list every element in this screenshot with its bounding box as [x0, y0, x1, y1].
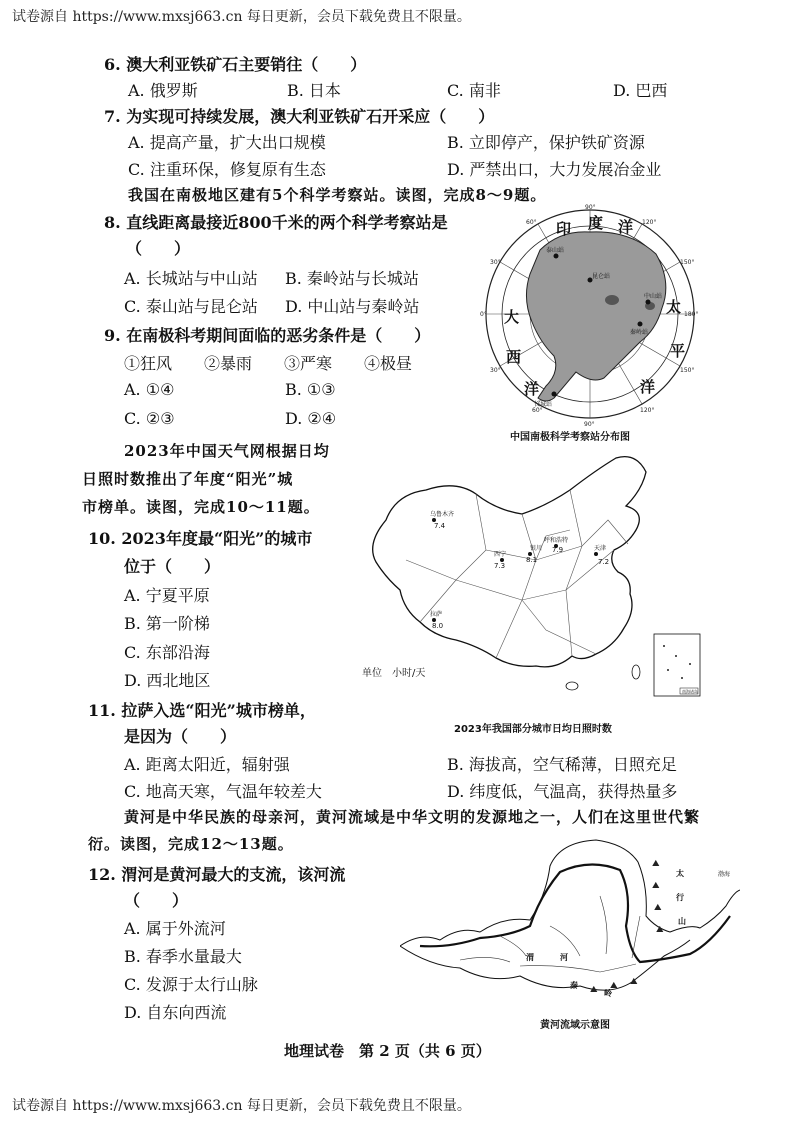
station-qinling: 秦岭站	[630, 329, 649, 336]
q8-option-c[interactable]: C. 泰山站与昆仑站	[124, 297, 258, 316]
deg-60-bottom: 60°	[532, 407, 543, 414]
inset-label: 南海诸岛	[682, 689, 698, 694]
label-bohai: 渤海	[718, 871, 731, 878]
china-map-caption: 2023年我国部分城市日均日照时数	[454, 724, 612, 735]
ocean-char-yin: 印	[556, 220, 572, 238]
svg-text:⛰: ⛰	[654, 903, 662, 913]
ocean-char-du: 度	[588, 214, 604, 232]
q9-items: ①狂风 ②暴雨 ③严寒 ④极昼	[124, 354, 413, 373]
q8-option-a[interactable]: A. 长城站与中山站	[124, 269, 258, 288]
deg-180: 180°	[684, 311, 699, 318]
svg-text:⛰: ⛰	[630, 977, 638, 987]
svg-text:⛰: ⛰	[652, 881, 660, 891]
ocean-char-ping: 平	[670, 342, 686, 360]
yellow-river-basin-map	[400, 836, 740, 1012]
watermark-footer: 试卷源自 https://www.mxsj663.cn 每日更新，会员下载免费且不限量。	[12, 1098, 471, 1114]
city-lhasa-value: 8.0	[432, 622, 444, 630]
q10-stem: 10. 2023年度最“阳光”的城市	[88, 529, 313, 548]
q9-stem: 9. 在南极科考期间面临的恶劣条件是（ ）	[104, 326, 431, 345]
antarctic-station-map	[480, 202, 700, 434]
intro-12-13-line2: 衍。读图，完成12～13题。	[88, 835, 294, 853]
intro-12-13-line1: 黄河是中华民族的母亲河，黄河流域是中华文明的发源地之一，人们在这里世代繁	[124, 808, 701, 826]
q12-option-d[interactable]: D. 自东向西流	[124, 1003, 227, 1022]
q7-option-d[interactable]: D. 严禁出口，大力发展冶金业	[447, 160, 662, 179]
city-lhasa: 拉萨	[430, 611, 443, 618]
deg-120-top: 120°	[642, 219, 657, 226]
station-kunlun: 昆仑站	[592, 273, 611, 280]
deg-120-bottom: 120°	[640, 407, 655, 414]
deg-30-left: 30°	[490, 259, 501, 266]
intro-10-11-line1: 2023年中国天气网根据日均	[124, 442, 330, 460]
page-footer: 地理试卷 第 2 页（共 6 页）	[284, 1042, 491, 1060]
intro-10-11-line2: 日照时数推出了年度“阳光”城	[82, 470, 294, 488]
q10-option-d[interactable]: D. 西北地区	[124, 671, 211, 690]
q11-option-b[interactable]: B. 海拔高，空气稀薄，日照充足	[447, 755, 677, 774]
ocean-char-yang-3: 洋	[640, 378, 656, 396]
city-urumqi: 乌鲁木齐	[430, 511, 455, 518]
svg-text:⛰: ⛰	[652, 859, 660, 869]
ocean-char-yang-1: 洋	[618, 218, 634, 236]
q9-option-b[interactable]: B. ①③	[285, 380, 336, 399]
label-he: 河	[560, 953, 568, 962]
q6-stem: 6. 澳大利亚铁矿石主要销往（ ）	[104, 55, 367, 74]
q8-stem: 8. 直线距离最接近800千米的两个科学考察站是	[104, 213, 448, 232]
deg-top: 90°	[585, 204, 596, 211]
deg-60-top: 60°	[526, 219, 537, 226]
q11-option-a[interactable]: A. 距离太阳近，辐射强	[124, 755, 290, 774]
q8-stem-bracket: （ ）	[126, 239, 191, 258]
deg-0: 0°	[480, 311, 487, 318]
intro-10-11-line3: 市榜单。读图，完成10～11题。	[82, 498, 320, 516]
q8-option-b[interactable]: B. 秦岭站与长城站	[285, 269, 419, 288]
q7-option-c[interactable]: C. 注重环保，修复原有生态	[128, 160, 326, 179]
q6-option-c[interactable]: C. 南非	[447, 81, 501, 100]
q6-option-d[interactable]: D. 巴西	[613, 81, 668, 100]
q10-stem-2: 位于（ ）	[124, 557, 221, 576]
q12-option-b[interactable]: B. 春季水量最大	[124, 947, 242, 966]
city-hohhot-value: 7.9	[552, 546, 564, 554]
label-hang: 行	[676, 893, 684, 902]
city-tianjin: 天津	[594, 545, 607, 552]
city-yinchuan: 银川	[530, 545, 543, 552]
station-zhongshan: 中山站	[644, 293, 663, 300]
q11-stem: 11. 拉萨入选“阳光”城市榜单，	[88, 701, 316, 720]
q9-option-c[interactable]: C. ②③	[124, 409, 175, 428]
city-urumqi-value: 7.4	[434, 522, 446, 530]
deg-150-right: 150°	[680, 259, 695, 266]
svg-text:⛰: ⛰	[610, 981, 618, 991]
city-yinchuan-value: 8.1	[526, 556, 538, 564]
ocean-char-da: 大	[504, 308, 520, 326]
q10-option-a[interactable]: A. 宁夏平原	[124, 586, 210, 605]
intro-8-9: 我国在南极地区建有5个科学考察站。读图，完成8～9题。	[128, 186, 547, 204]
city-tianjin-value: 7.2	[598, 558, 610, 566]
label-shan: 山	[678, 917, 686, 926]
q12-option-c[interactable]: C. 发源于太行山脉	[124, 975, 258, 994]
q9-option-d[interactable]: D. ②④	[285, 409, 337, 428]
q12-option-a[interactable]: A. 属于外流河	[124, 919, 226, 938]
svg-text:⛰: ⛰	[656, 925, 664, 935]
svg-text:⛰: ⛰	[590, 985, 598, 995]
station-taishan: 泰山站	[546, 247, 565, 254]
city-hohhot: 呼和浩特	[544, 537, 569, 544]
antarctic-map-caption: 中国南极科学考察站分布图	[510, 432, 630, 443]
yellow-river-map-caption: 黄河流域示意图	[540, 1020, 610, 1031]
label-qin: 秦	[570, 981, 578, 990]
watermark-header: 试卷源自 https://www.mxsj663.cn 每日更新，会员下载免费且不限量。	[12, 9, 471, 25]
deg-150-bottom: 150°	[680, 367, 695, 374]
ocean-char-tai: 太	[666, 298, 682, 316]
q7-stem: 7. 为实现可持续发展，澳大利亚铁矿石开采应（ ）	[104, 107, 495, 126]
deg-bottom: 90°	[584, 421, 595, 428]
ocean-char-xi: 西	[506, 348, 522, 366]
q8-option-d[interactable]: D. 中山站与秦岭站	[285, 297, 420, 316]
label-wei: 渭	[526, 953, 534, 962]
q11-option-d[interactable]: D. 纬度低，气温高，获得热量多	[447, 782, 678, 801]
q12-stem-2: （ ）	[124, 891, 189, 910]
q7-option-a[interactable]: A. 提高产量，扩大出口规模	[128, 133, 326, 152]
city-xining-value: 7.3	[494, 562, 506, 570]
q6-option-b[interactable]: B. 日本	[287, 81, 341, 100]
ocean-char-yang-2: 洋	[524, 380, 540, 398]
label-tai: 太	[676, 869, 684, 878]
q9-option-a[interactable]: A. ①④	[124, 380, 175, 399]
q11-stem-2: 是因为（ ）	[124, 727, 237, 746]
china-map-unit: 单位 小时/天	[362, 668, 426, 679]
q12-stem: 12. 渭河是黄河最大的支流，该河流	[88, 865, 346, 884]
station-changcheng: 长城站	[534, 401, 553, 408]
q6-option-a[interactable]: A. 俄罗斯	[128, 81, 198, 100]
deg-30-bottom: 30°	[490, 367, 501, 374]
q11-option-c[interactable]: C. 地高天寒，气温年较差大	[124, 782, 322, 801]
q7-option-b[interactable]: B. 立即停产，保护铁矿资源	[447, 133, 645, 152]
label-ling: 岭	[604, 989, 612, 998]
q10-option-c[interactable]: C. 东部沿海	[124, 643, 210, 662]
city-xining: 西宁	[494, 551, 507, 558]
q10-option-b[interactable]: B. 第一阶梯	[124, 614, 210, 633]
